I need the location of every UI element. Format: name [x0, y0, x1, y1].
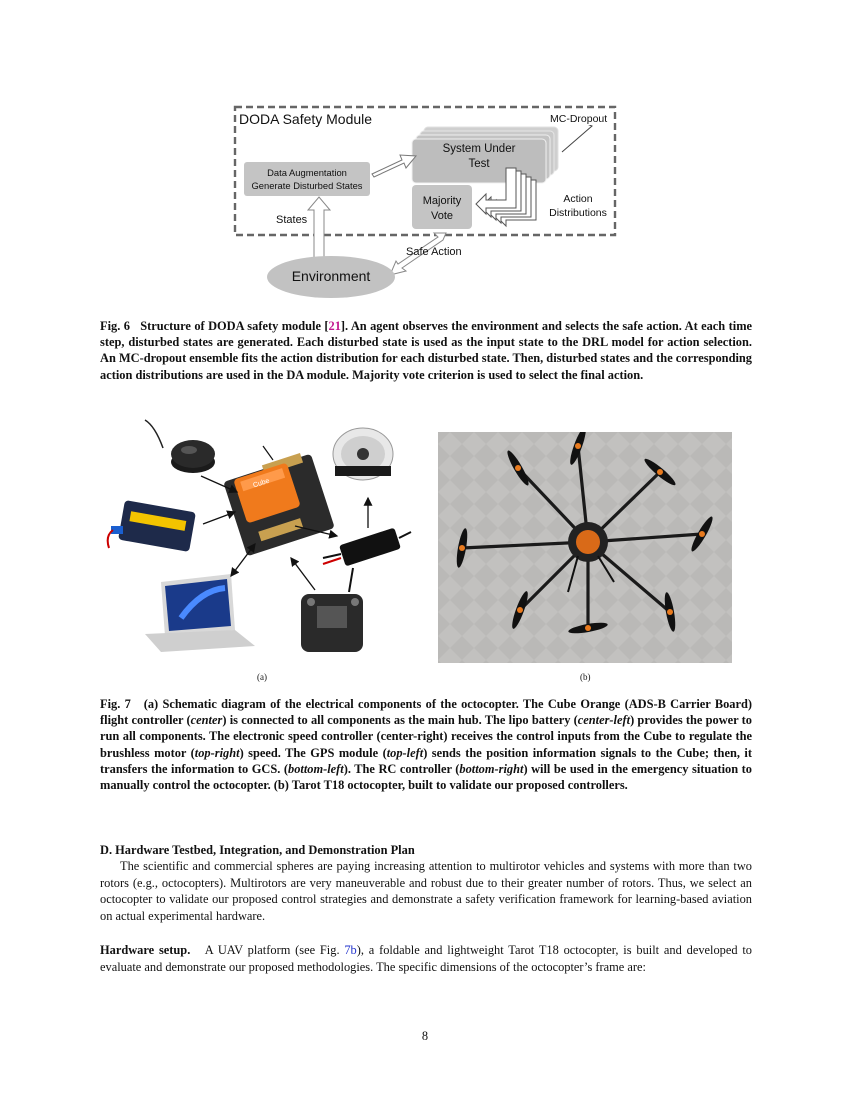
- fig7a-schematic: [105, 418, 425, 668]
- module-title: DODA Safety Module: [239, 111, 373, 127]
- environment-label: Environment: [291, 268, 371, 284]
- esc-image: [323, 528, 411, 567]
- fig7-c7: ) will be used in the emergency situation to manually control the octocopter. (b) Tarot T18 octocopter, built to validate our proposed controllers.: [100, 761, 752, 793]
- section-paragraph-1: [100, 858, 752, 924]
- fig7a-svg: [105, 418, 425, 668]
- battery-image: [108, 500, 196, 552]
- fig6-caption-part1: Structure of DODA safety module [: [140, 319, 329, 333]
- fig7-caption-label: Fig. 7: [100, 697, 131, 711]
- mc-dropout-leader: [562, 122, 592, 152]
- laptop-image: [145, 574, 255, 652]
- sut-line2: Test: [468, 158, 490, 170]
- da-line2: Generate Disturbed States: [251, 180, 363, 191]
- fig6-caption: [100, 318, 752, 383]
- action-line2: Distributions: [549, 207, 607, 219]
- fig7-c4i: top-left: [386, 745, 424, 760]
- rc-controller-image: [301, 568, 363, 652]
- fig7-c3: ) provides the power to run all components. The electronic speed controller (center-right) receives the control inputs from the Cube to regulate the brushless motor (: [100, 713, 752, 760]
- mc-dropout-label: MC-Dropout: [550, 113, 608, 125]
- mv-line1: Majority: [422, 195, 462, 207]
- da-line1: Data Augmentation: [267, 167, 347, 178]
- flight-controller-image: [223, 446, 335, 556]
- cube-label: Cube: [252, 477, 271, 490]
- action-line1: Action: [563, 193, 593, 205]
- fig7-c6i: bottom-right: [459, 761, 524, 776]
- hardware-setup-heading: Hardware setup.: [100, 943, 191, 957]
- fig7-c1i: center: [190, 713, 223, 728]
- subfigure-a-label: (a): [257, 672, 267, 682]
- gps-module-image: [145, 420, 215, 473]
- da-label: [244, 166, 370, 192]
- fig7-c1: (a) Schematic diagram of the electrical components of the octocopter. The Cube Orange (ADS-B Carrier Board) flight controller (: [100, 697, 753, 728]
- para2-a: A UAV platform (see Fig.: [204, 943, 345, 957]
- fig7-c2i: center-left: [577, 713, 631, 728]
- fig7-c3i: top-right: [194, 745, 240, 760]
- para1-text: The scientific and commercial spheres are paying increasing attention to multirotor vehicles and systems with more than two rotors (e.g., octocopters). Multirotors are very maneuverable and robust due to their greater number of rotors. Thus, we select an octocopter to validate our proposed control strategies and demonstrate a safety verification framework for learning-based aviation on actual experimental hardware.: [100, 859, 752, 923]
- action-distributions-label: [542, 192, 614, 220]
- sut-label: [412, 142, 546, 172]
- figure-ref-link[interactable]: 7b: [344, 943, 357, 957]
- arrow-states: [308, 197, 330, 262]
- subfigure-b-label: (b): [580, 672, 591, 682]
- section-heading: D. Hardware Testbed, Integration, and Demonstration Plan: [100, 843, 415, 857]
- fig6-diagram: [230, 100, 630, 305]
- fig7-c6: ). The RC controller (: [343, 761, 460, 776]
- fig7-c4: ) speed. The GPS module (: [239, 745, 387, 760]
- sut-line1: System Under: [442, 143, 516, 155]
- fig7-c5i: bottom-left: [288, 761, 344, 776]
- octocopter-svg: [438, 432, 732, 663]
- para2-b: ), a foldable and lightweight Tarot T18 octocopter, is built and developed to evaluate and demonstrate our proposed methodologies. The specific dimensions of the octocopter’s frame are:: [100, 943, 752, 974]
- fig7-c2: ) is connected to all components as the main hub. The lipo battery (: [222, 713, 578, 728]
- fig6-caption-part2: ]. An agent observes the environment and selects the safe action. At each time step, disturbed states are generated. Each disturbed state is used as the input state to the DRL model for action selection. An MC-dropout ensemble fits the action distribution for each disturbed state. Then, disturbed states and the corresponding action distributions are used in the DA module. Majority vote criterion is used to select the final action.: [100, 319, 753, 382]
- states-label: States: [276, 214, 308, 226]
- fig7b-photo: [438, 432, 732, 663]
- safe-action-label: Safe Action: [406, 246, 462, 258]
- section-paragraph-2: [100, 942, 752, 975]
- mv-label: [412, 194, 472, 223]
- fig6-caption-label: Fig. 6: [100, 319, 130, 333]
- fig7-caption: [100, 696, 752, 793]
- mv-line2: Vote: [430, 209, 454, 222]
- page-number: 8: [421, 1029, 429, 1043]
- arrow-da-to-sut: [372, 155, 416, 177]
- fig7-c5: ) sends the position information signals to the Cube; then, it transfers the information to GCS. (: [100, 745, 752, 776]
- motor-image: [333, 428, 393, 480]
- citation-link[interactable]: 21: [328, 319, 341, 333]
